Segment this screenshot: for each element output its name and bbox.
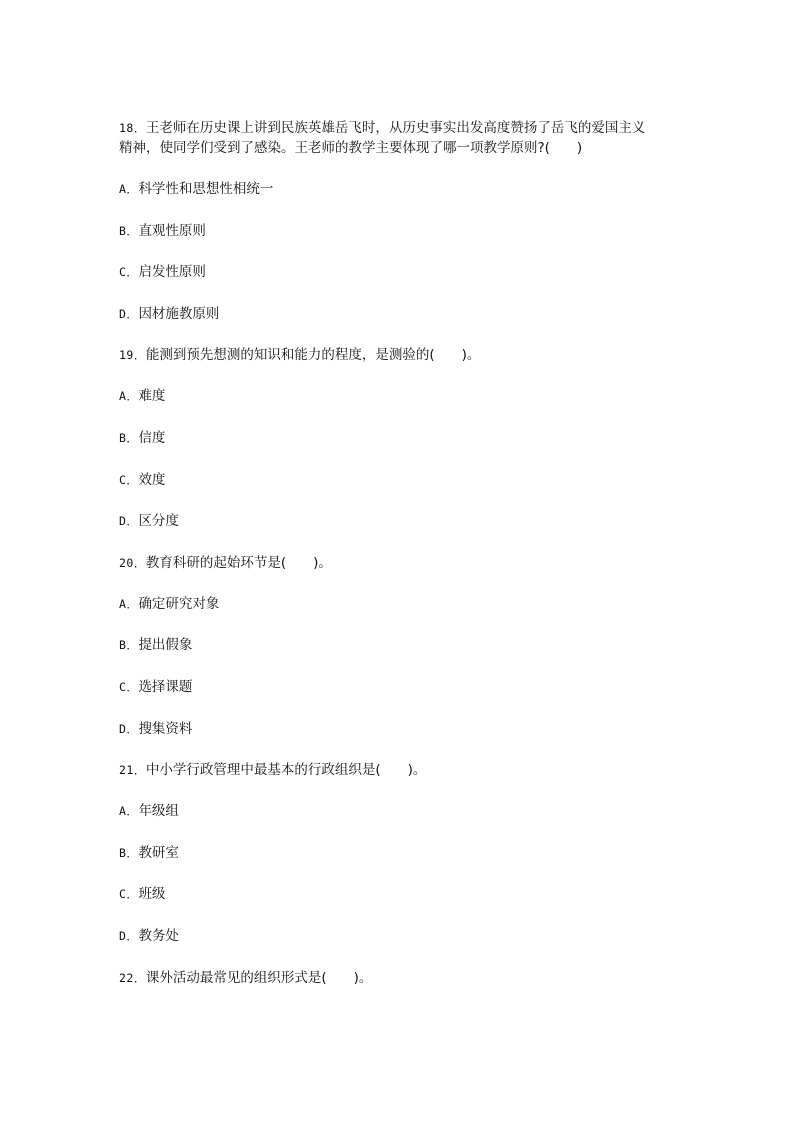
option-a xyxy=(119,386,699,406)
option-d xyxy=(119,926,699,946)
option-text: 因材施教原则 xyxy=(138,305,220,322)
question-22 xyxy=(119,968,699,988)
question-text: 王老师在历史课上讲到民族英雄岳飞时，从历史事实出发高度赞扬了岳飞的爱国主义 xyxy=(145,120,646,136)
question-text: 教育科研的起始环节是( )。 xyxy=(145,554,332,571)
option-b xyxy=(119,635,699,655)
question-line xyxy=(119,968,699,988)
question-20 xyxy=(119,553,699,573)
option-label: B． xyxy=(119,845,139,860)
option-b xyxy=(119,428,699,448)
question-line xyxy=(119,118,699,138)
question-line xyxy=(119,553,699,573)
option-a xyxy=(119,179,699,199)
option-text: 科学性和思想性相统一 xyxy=(138,181,274,197)
question-line xyxy=(119,760,699,780)
question-19 xyxy=(119,345,699,365)
question-number: 21． xyxy=(119,763,146,778)
option-d xyxy=(119,511,699,531)
question-number: 19． xyxy=(119,348,146,363)
option-text: 提出假象 xyxy=(138,637,193,654)
option-text: 选择课题 xyxy=(138,678,193,695)
question-line xyxy=(119,345,699,365)
option-text: 年级组 xyxy=(138,803,179,820)
option-label: D． xyxy=(119,306,139,321)
option-text: 教研室 xyxy=(138,844,179,861)
option-b xyxy=(119,843,699,863)
option-label: C． xyxy=(119,887,139,902)
option-b xyxy=(119,221,699,241)
option-label: D． xyxy=(119,721,139,736)
option-d xyxy=(119,719,699,739)
question-text: 课外活动最常见的组织形式是( )。 xyxy=(145,969,373,986)
option-label: A． xyxy=(119,804,139,819)
option-d xyxy=(119,304,699,324)
question-number: 18． xyxy=(119,121,146,135)
question-text: 能测到预先想测的知识和能力的程度，是测验的( )。 xyxy=(145,347,481,364)
option-c xyxy=(119,677,699,697)
option-text: 搜集资料 xyxy=(138,720,193,737)
option-a xyxy=(119,594,699,614)
option-label: D． xyxy=(119,928,139,943)
option-text: 确定研究对象 xyxy=(138,595,220,612)
option-text: 效度 xyxy=(138,471,166,488)
question-number: 20． xyxy=(119,555,146,570)
question-21 xyxy=(119,760,699,780)
exam-page xyxy=(119,118,699,1009)
option-text: 启发性原则 xyxy=(138,264,206,281)
option-label: C． xyxy=(119,472,139,487)
option-a xyxy=(119,801,699,821)
option-c xyxy=(119,884,699,904)
option-text: 班级 xyxy=(138,886,166,903)
question-number: 22． xyxy=(119,970,146,985)
option-text: 信度 xyxy=(138,429,166,446)
option-text: 区分度 xyxy=(138,513,179,530)
option-label: B． xyxy=(119,638,139,653)
option-c xyxy=(119,262,699,282)
option-label: A． xyxy=(119,182,139,196)
question-text: 精神，使同学们受到了感染。王老师的教学主要体现了哪一项教学原则?( ) xyxy=(119,140,583,156)
option-label: A． xyxy=(119,389,139,404)
option-label: C． xyxy=(119,679,139,694)
option-text: 难度 xyxy=(138,388,166,405)
option-c xyxy=(119,470,699,490)
option-label: B． xyxy=(119,430,139,445)
option-text: 直观性原则 xyxy=(138,222,206,239)
option-text: 教务处 xyxy=(138,927,179,944)
option-label: B． xyxy=(119,223,139,238)
question-text: 中小学行政管理中最基本的行政组织是( )。 xyxy=(145,762,427,779)
option-label: A． xyxy=(119,596,139,611)
option-label: C． xyxy=(119,265,139,280)
option-label: D． xyxy=(119,514,139,529)
question-18 xyxy=(119,118,699,158)
